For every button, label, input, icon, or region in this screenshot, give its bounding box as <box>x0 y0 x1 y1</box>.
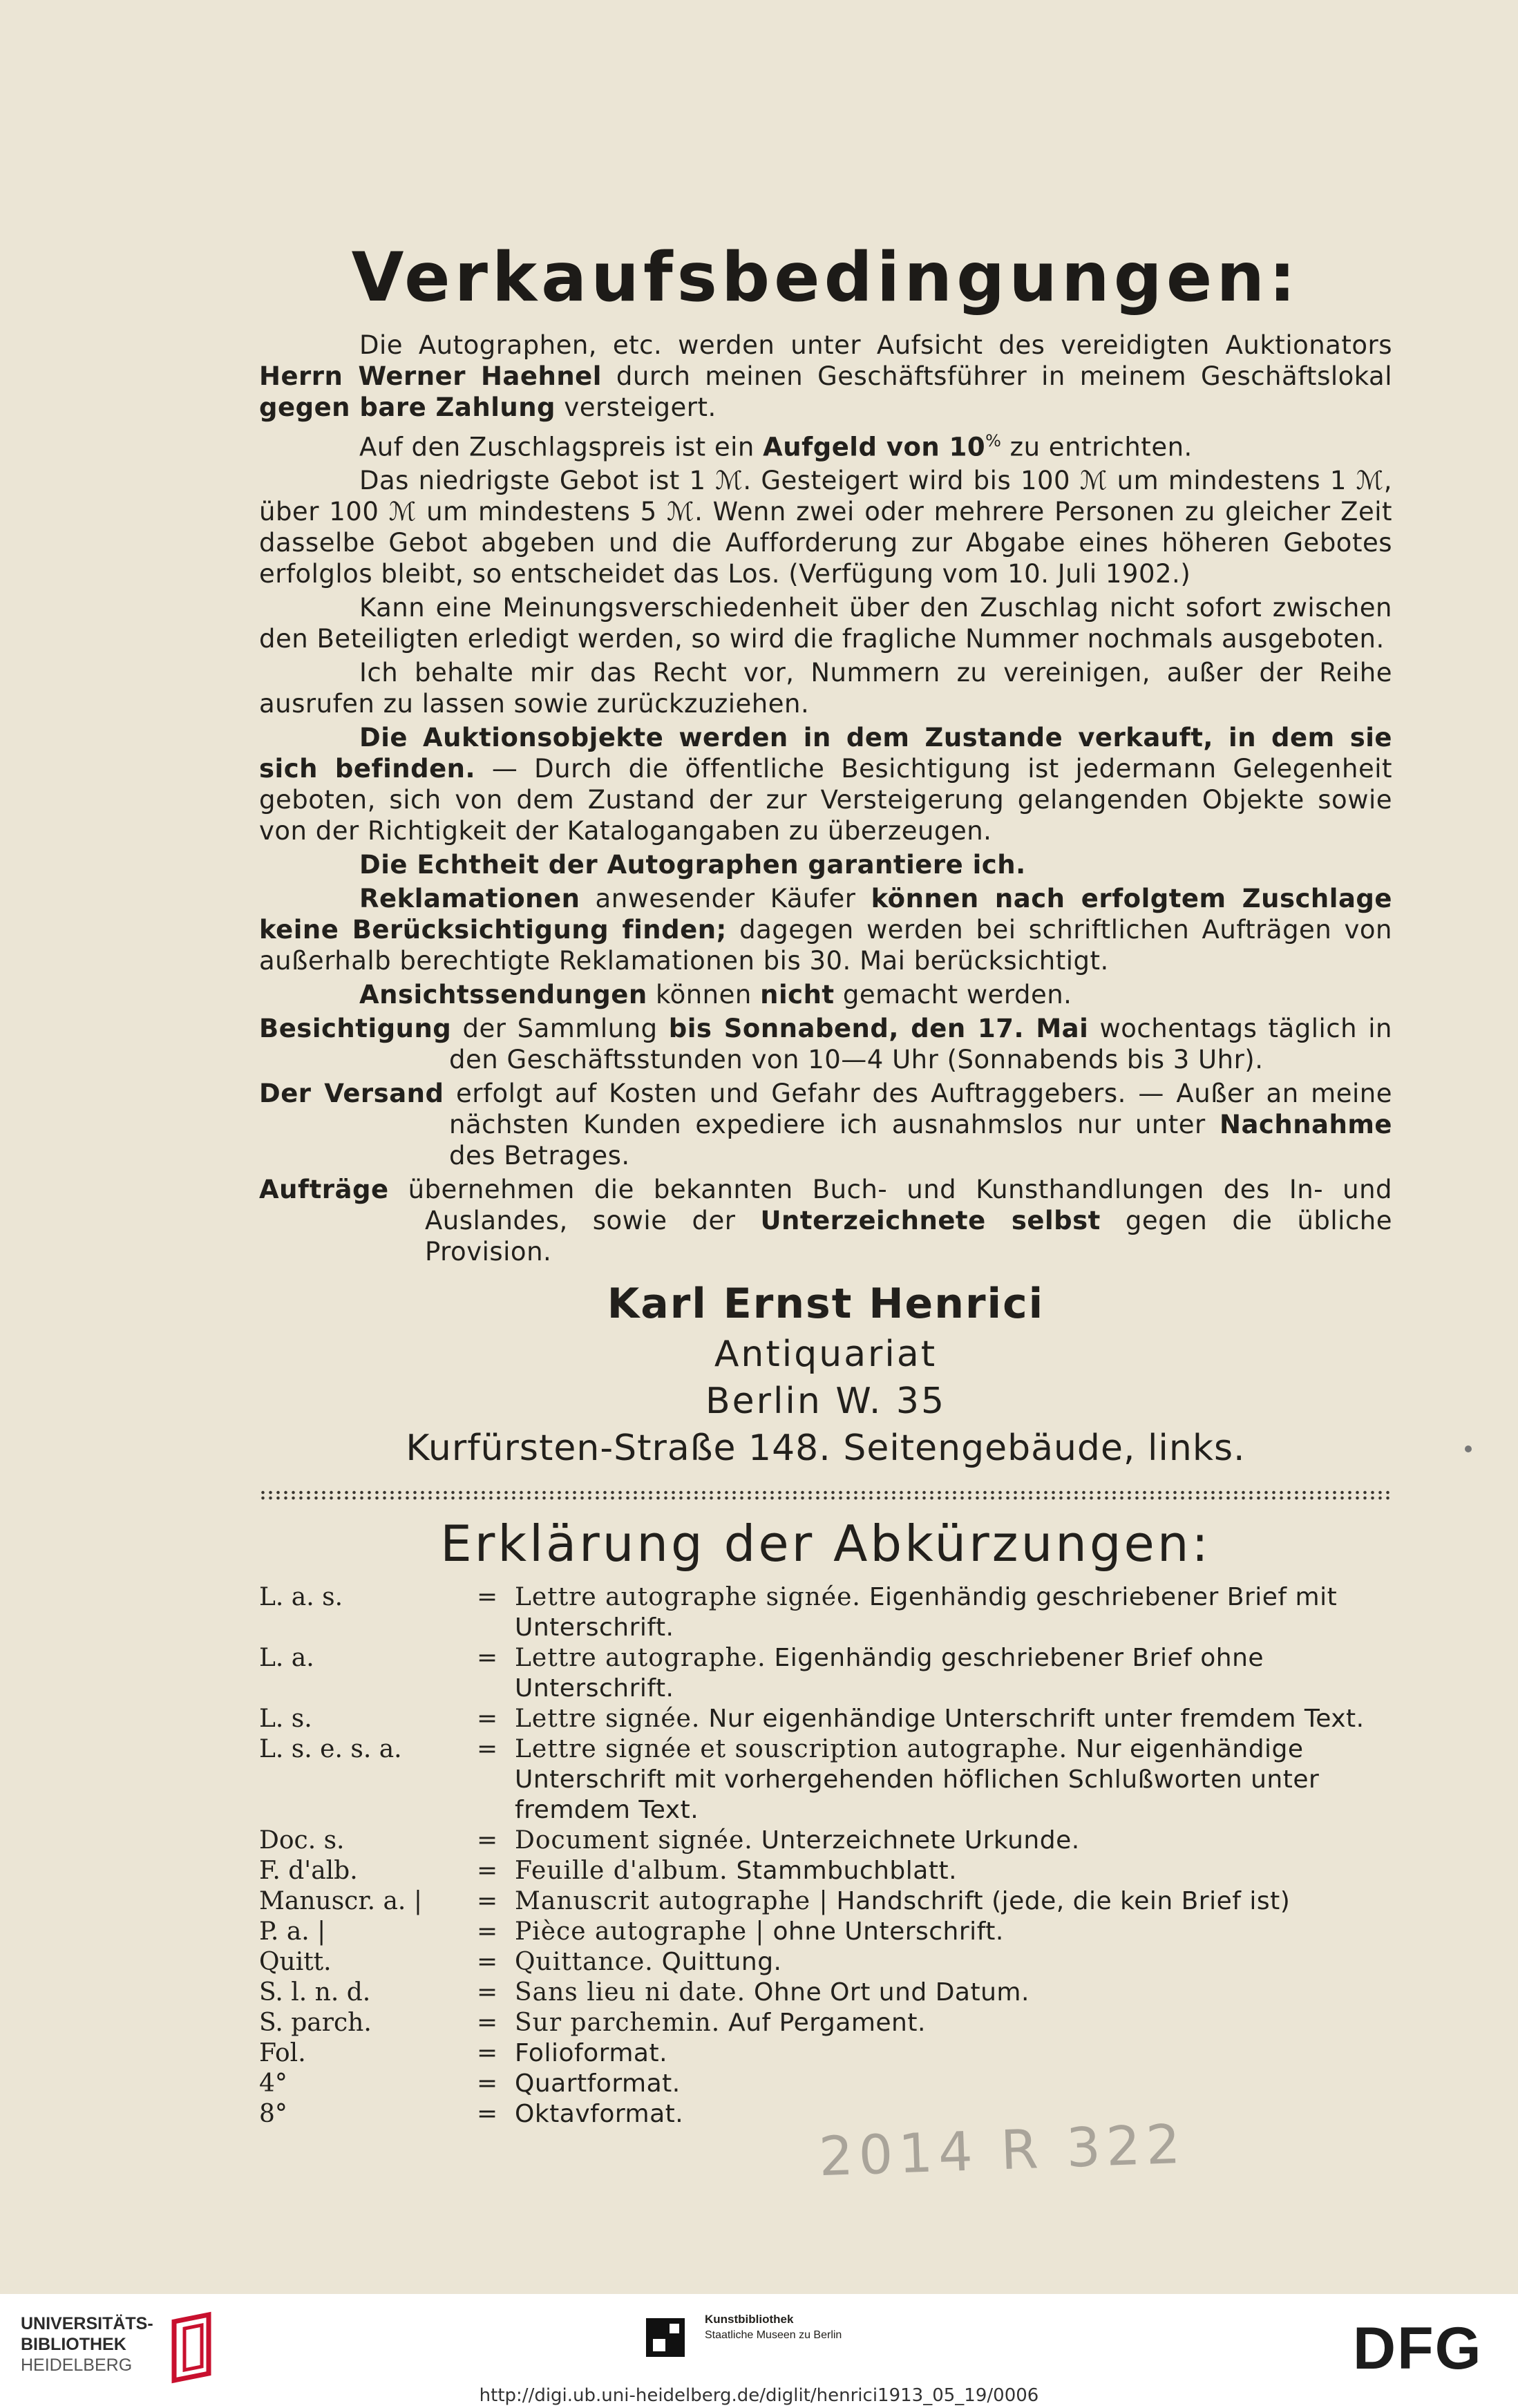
equals-sign: = <box>477 1887 498 1916</box>
abbreviation-meaning <box>515 1704 1392 1734</box>
abbreviation-key: 8° <box>259 2100 287 2129</box>
equals-sign: = <box>477 1735 498 1764</box>
page-content <box>259 238 1392 2130</box>
viewing-label: Besichtigung <box>259 1014 452 1044</box>
equals-sign: = <box>477 2100 498 2129</box>
paragraph-condition <box>259 722 1392 846</box>
orders-label: Aufträge <box>259 1175 389 1205</box>
paragraph-surcharge <box>259 426 1392 462</box>
surcharge-amount: Aufgeld von 10 <box>763 432 986 462</box>
abbreviation-row <box>259 1643 1392 1704</box>
german-term: Handschrift (jede, die kein Brief ist) <box>836 1887 1291 1916</box>
abbreviation-key: F. d'alb. <box>259 1857 358 1886</box>
condition-statement: Die Auktionsobjekte werden in dem Zustande verkauft, in dem sie sich befinden. <box>259 723 1392 784</box>
equals-sign: = <box>477 1826 498 1855</box>
paragraph-text: versteigert. <box>556 392 717 422</box>
abbreviation-meaning <box>515 2038 1392 2069</box>
german-term: Nur eigenhändige Unterschrift unter fremdem Text. <box>708 1705 1365 1734</box>
paragraph-authenticity <box>259 849 1392 880</box>
undersigned-label: Unterzeichnete selbst <box>760 1206 1101 1236</box>
paragraph-text: gemacht werden. <box>834 980 1072 1010</box>
paragraph-text: wochentags täglich in den Geschäftsstunden von 10—4 Uhr (Sonnabends bis 3 Uhr). <box>449 1014 1392 1075</box>
abbreviation-meaning <box>515 1886 1392 1917</box>
paragraph-text: des Betrages. <box>449 1141 630 1171</box>
abbreviation-meaning <box>515 1978 1392 2008</box>
abbreviation-row <box>259 2038 1392 2069</box>
french-term: Lettre signée et souscription autographe. <box>515 1735 1068 1764</box>
french-term: Quittance. <box>515 1948 654 1977</box>
dealer-city: Berlin W. 35 <box>705 1381 947 1423</box>
abbreviation-row <box>259 1886 1392 1917</box>
abbreviation-key: Fol. <box>259 2039 306 2068</box>
paragraph-viewing <box>259 1013 1392 1075</box>
german-term: Folioformat. <box>515 2039 668 2068</box>
abbreviation-meaning <box>515 1947 1392 1978</box>
equals-sign: = <box>477 1978 498 2007</box>
german-term: Ohne Ort und Datum. <box>754 1978 1030 2007</box>
paragraph-text: können <box>647 980 761 1010</box>
permalink-url[interactable]: http://digi.ub.uni-heidelberg.de/diglit/henrici1913_05_19/0006 <box>479 2385 1039 2406</box>
abbreviation-key: S. parch. <box>259 2009 372 2038</box>
paragraph-text: zu entrichten. <box>1001 432 1193 462</box>
auctioneer-name: Herrn Werner Haehnel <box>259 361 602 391</box>
abbreviation-meaning <box>515 1643 1392 1704</box>
page-title: Verkaufsbedingungen: <box>351 238 1300 317</box>
paragraph-text: gegen die übliche Provision. <box>425 1206 1392 1267</box>
abbreviation-meaning <box>515 1856 1392 1886</box>
dealer-address: Kurfürsten-Straße 148. Seitengebäude, links. <box>406 1428 1246 1470</box>
library-name-line3: HEIDELBERG <box>21 2355 133 2375</box>
equals-sign: = <box>477 1583 498 1612</box>
abbreviation-row <box>259 1856 1392 1886</box>
french-term: Lettre signée. <box>515 1705 701 1734</box>
abbreviation-key: L. s. <box>259 1705 312 1734</box>
paragraph-text: — Durch die öffentliche Besichtigung ist jedermann Gelegenheit geboten, sich von dem Zustand der zur Versteigerung gelangenden Objekte sowie von der Richtigkeit der Katalogangaben zu überzeugen. <box>259 754 1392 846</box>
equals-sign: = <box>477 2009 498 2038</box>
library-name <box>21 2313 153 2376</box>
german-term: ohne Unterschrift. <box>772 1917 1004 1946</box>
abbreviation-key: L. a. s. <box>259 1583 343 1612</box>
percent-sign: % <box>985 431 1002 451</box>
paragraph-text: übernehmen die bekannten Buch- und Kunsthandlungen des In- und Auslandes, sowie der <box>388 1175 1392 1236</box>
french-term: Manuscrit autographe | <box>515 1887 828 1916</box>
paragraph-text: erfolgt auf Kosten und Gefahr des Auftraggebers. — Außer an meine nächsten Kunden expediere ich ausnahmslos nur unter <box>444 1079 1392 1140</box>
german-term: Stammbuchblatt. <box>736 1857 958 1886</box>
abbreviation-row <box>259 2099 1392 2130</box>
library-name-line2: BIBLIOTHEK <box>21 2335 126 2354</box>
german-term: Quartformat. <box>515 2069 681 2098</box>
paragraph-text: Auf den Zuschlagspreis ist ein <box>359 432 763 462</box>
abbreviation-row <box>259 1947 1392 1978</box>
abbreviation-key: Doc. s. <box>259 1826 345 1855</box>
equals-sign: = <box>477 2039 498 2068</box>
authenticity-statement: Die Echtheit der Autographen garantiere ich. <box>359 850 1026 880</box>
equals-sign: = <box>477 1644 498 1673</box>
kunstbibliothek-logo[interactable] <box>646 2311 881 2363</box>
equals-sign: = <box>477 1705 498 1734</box>
abbreviation-key: L. s. e. s. a. <box>259 1735 402 1764</box>
abbreviation-row <box>259 1704 1392 1734</box>
german-term: Oktavformat. <box>515 2100 684 2129</box>
cod-label: Nachnahme <box>1219 1110 1392 1140</box>
abbreviation-row <box>259 1582 1392 1643</box>
paragraph-text: durch meinen Geschäftsführer in meinem Geschäftslokal <box>601 361 1392 391</box>
abbreviation-row <box>259 2008 1392 2038</box>
dealer-name: Karl Ernst Henrici <box>607 1280 1045 1329</box>
abbreviation-row <box>259 1826 1392 1856</box>
abbreviation-row <box>259 1734 1392 1826</box>
abbreviation-meaning <box>515 1734 1392 1826</box>
dfg-logo[interactable]: DFG <box>1353 2315 1483 2382</box>
abbreviations-list <box>259 1582 1392 2130</box>
heidelberg-library-logo[interactable] <box>21 2308 235 2391</box>
german-term: Quittung. <box>661 1948 782 1977</box>
french-term: Sur parchemin. <box>515 2009 721 2038</box>
abbreviation-meaning <box>515 2069 1392 2099</box>
dotted-divider <box>259 1490 1392 1501</box>
abbreviation-key: Manuscr. a. | <box>259 1887 422 1916</box>
abbreviation-row <box>259 1978 1392 2008</box>
digitization-footer <box>0 2294 1518 2408</box>
signature-block <box>259 1277 1392 1472</box>
abbreviation-meaning <box>515 1917 1392 1947</box>
reclamations-label: Reklamationen <box>359 884 580 914</box>
viewing-date: bis Sonnabend, den 17. Mai <box>668 1014 1089 1044</box>
french-term: Pièce autographe | <box>515 1917 765 1946</box>
french-term: Feuille d'album. <box>515 1857 728 1886</box>
abbreviation-key: 4° <box>259 2069 287 2098</box>
abbreviation-meaning <box>515 1826 1392 1856</box>
abbreviation-key: Quitt. <box>259 1948 332 1977</box>
approval-label: Ansichtssendungen <box>359 980 647 1010</box>
ink-spot <box>1465 1445 1472 1452</box>
kunstbibliothek-icon <box>646 2318 685 2357</box>
equals-sign: = <box>477 1948 498 1977</box>
reclamations-rule: können nach erfolgtem Zuschlage keine Berücksichtigung finden; <box>259 884 1392 945</box>
equals-sign: = <box>477 1917 498 1946</box>
german-term: Auf Pergament. <box>728 2009 926 2038</box>
paragraph-bidding-rules: Das niedrigste Gebot ist 1 ℳ. Gesteigert wird bis 100 ℳ um mindestens 1 ℳ, über 100 ℳ um mindestens 5 ℳ. Wenn zwei oder mehrere Personen zu gleicher Zeit dasselbe Gebot abgeben und die Aufforderung zur Abgabe eines höheren Gebotes erfolglos bleibt, so entscheidet das Los. (Verfügung vom 10. Juli 1902.) <box>259 466 1392 589</box>
equals-sign: = <box>477 1857 498 1886</box>
paragraph-disputes: Kann eine Meinungsverschiedenheit über den Zuschlag nicht sofort zwischen den Beteiligten erledigt werden, so wird die fragliche Nummer nochmals ausgeboten. <box>259 593 1392 654</box>
german-term: Eigenhändig geschriebener Brief ohne Unterschrift. <box>515 1644 1264 1703</box>
dealer-role: Antiquariat <box>714 1334 938 1376</box>
kunstbibliothek-name: Kunstbibliothek <box>705 2313 794 2326</box>
german-term: Eigenhändig geschriebener Brief mit Unterschrift. <box>515 1583 1338 1642</box>
paragraph-rights: Ich behalte mir das Recht vor, Nummern zu vereinigen, außer der Reihe ausrufen zu lassen sowie zurückzuziehen. <box>259 658 1392 719</box>
abbreviations-title: Erklärung der Abkürzungen: <box>440 1515 1211 1573</box>
library-name-line1: UNIVERSITÄTS- <box>21 2314 153 2333</box>
abbreviation-key: S. l. n. d. <box>259 1978 371 2007</box>
abbreviation-key: P. a. | <box>259 1917 326 1946</box>
abbreviation-meaning <box>515 2008 1392 2038</box>
paragraph-reclamations <box>259 883 1392 976</box>
museum-name: Staatliche Museen zu Berlin <box>705 2329 842 2341</box>
payment-terms: gegen bare Zahlung <box>259 392 556 422</box>
french-term: Sans lieu ni date. <box>515 1978 746 2007</box>
abbreviation-row <box>259 1917 1392 1947</box>
abbreviation-row <box>259 2069 1392 2099</box>
paragraph-text: der Sammlung <box>451 1014 669 1044</box>
paragraph-orders <box>259 1174 1392 1267</box>
french-term: Lettre autographe signée. <box>515 1583 861 1612</box>
french-term: Document signée. <box>515 1826 753 1855</box>
paragraph-text: dagegen werden bei schriftlichen Aufträgen von außerhalb berechtigte Reklamationen bis 30. Mai berücksichtigt. <box>259 915 1393 976</box>
paragraph-shipping <box>259 1078 1392 1171</box>
equals-sign: = <box>477 2069 498 2098</box>
german-term: Nur eigenhändige Unterschrift mit vorhergehenden höflichen Schlußworten unter fremdem Text. <box>515 1735 1320 1825</box>
abbreviation-meaning <box>515 1582 1392 1643</box>
abbreviation-key: L. a. <box>259 1644 314 1673</box>
paragraph-text: Die Autographen, etc. werden unter Aufsicht des vereidigten Auktionators <box>359 330 1392 360</box>
german-term: Unterzeichnete Urkunde. <box>761 1826 1080 1855</box>
pencil-shelfmark: 2014 R 322 <box>817 2113 1187 2189</box>
french-term: Lettre autographe. <box>515 1644 766 1673</box>
paragraph-text: anwesender Käufer <box>580 884 871 914</box>
approval-not: nicht <box>760 980 835 1010</box>
shipping-label: Der Versand <box>259 1079 444 1109</box>
paragraph-approval <box>259 979 1392 1010</box>
books-icon <box>153 2308 229 2384</box>
paragraph-auction-conduct <box>259 330 1392 423</box>
